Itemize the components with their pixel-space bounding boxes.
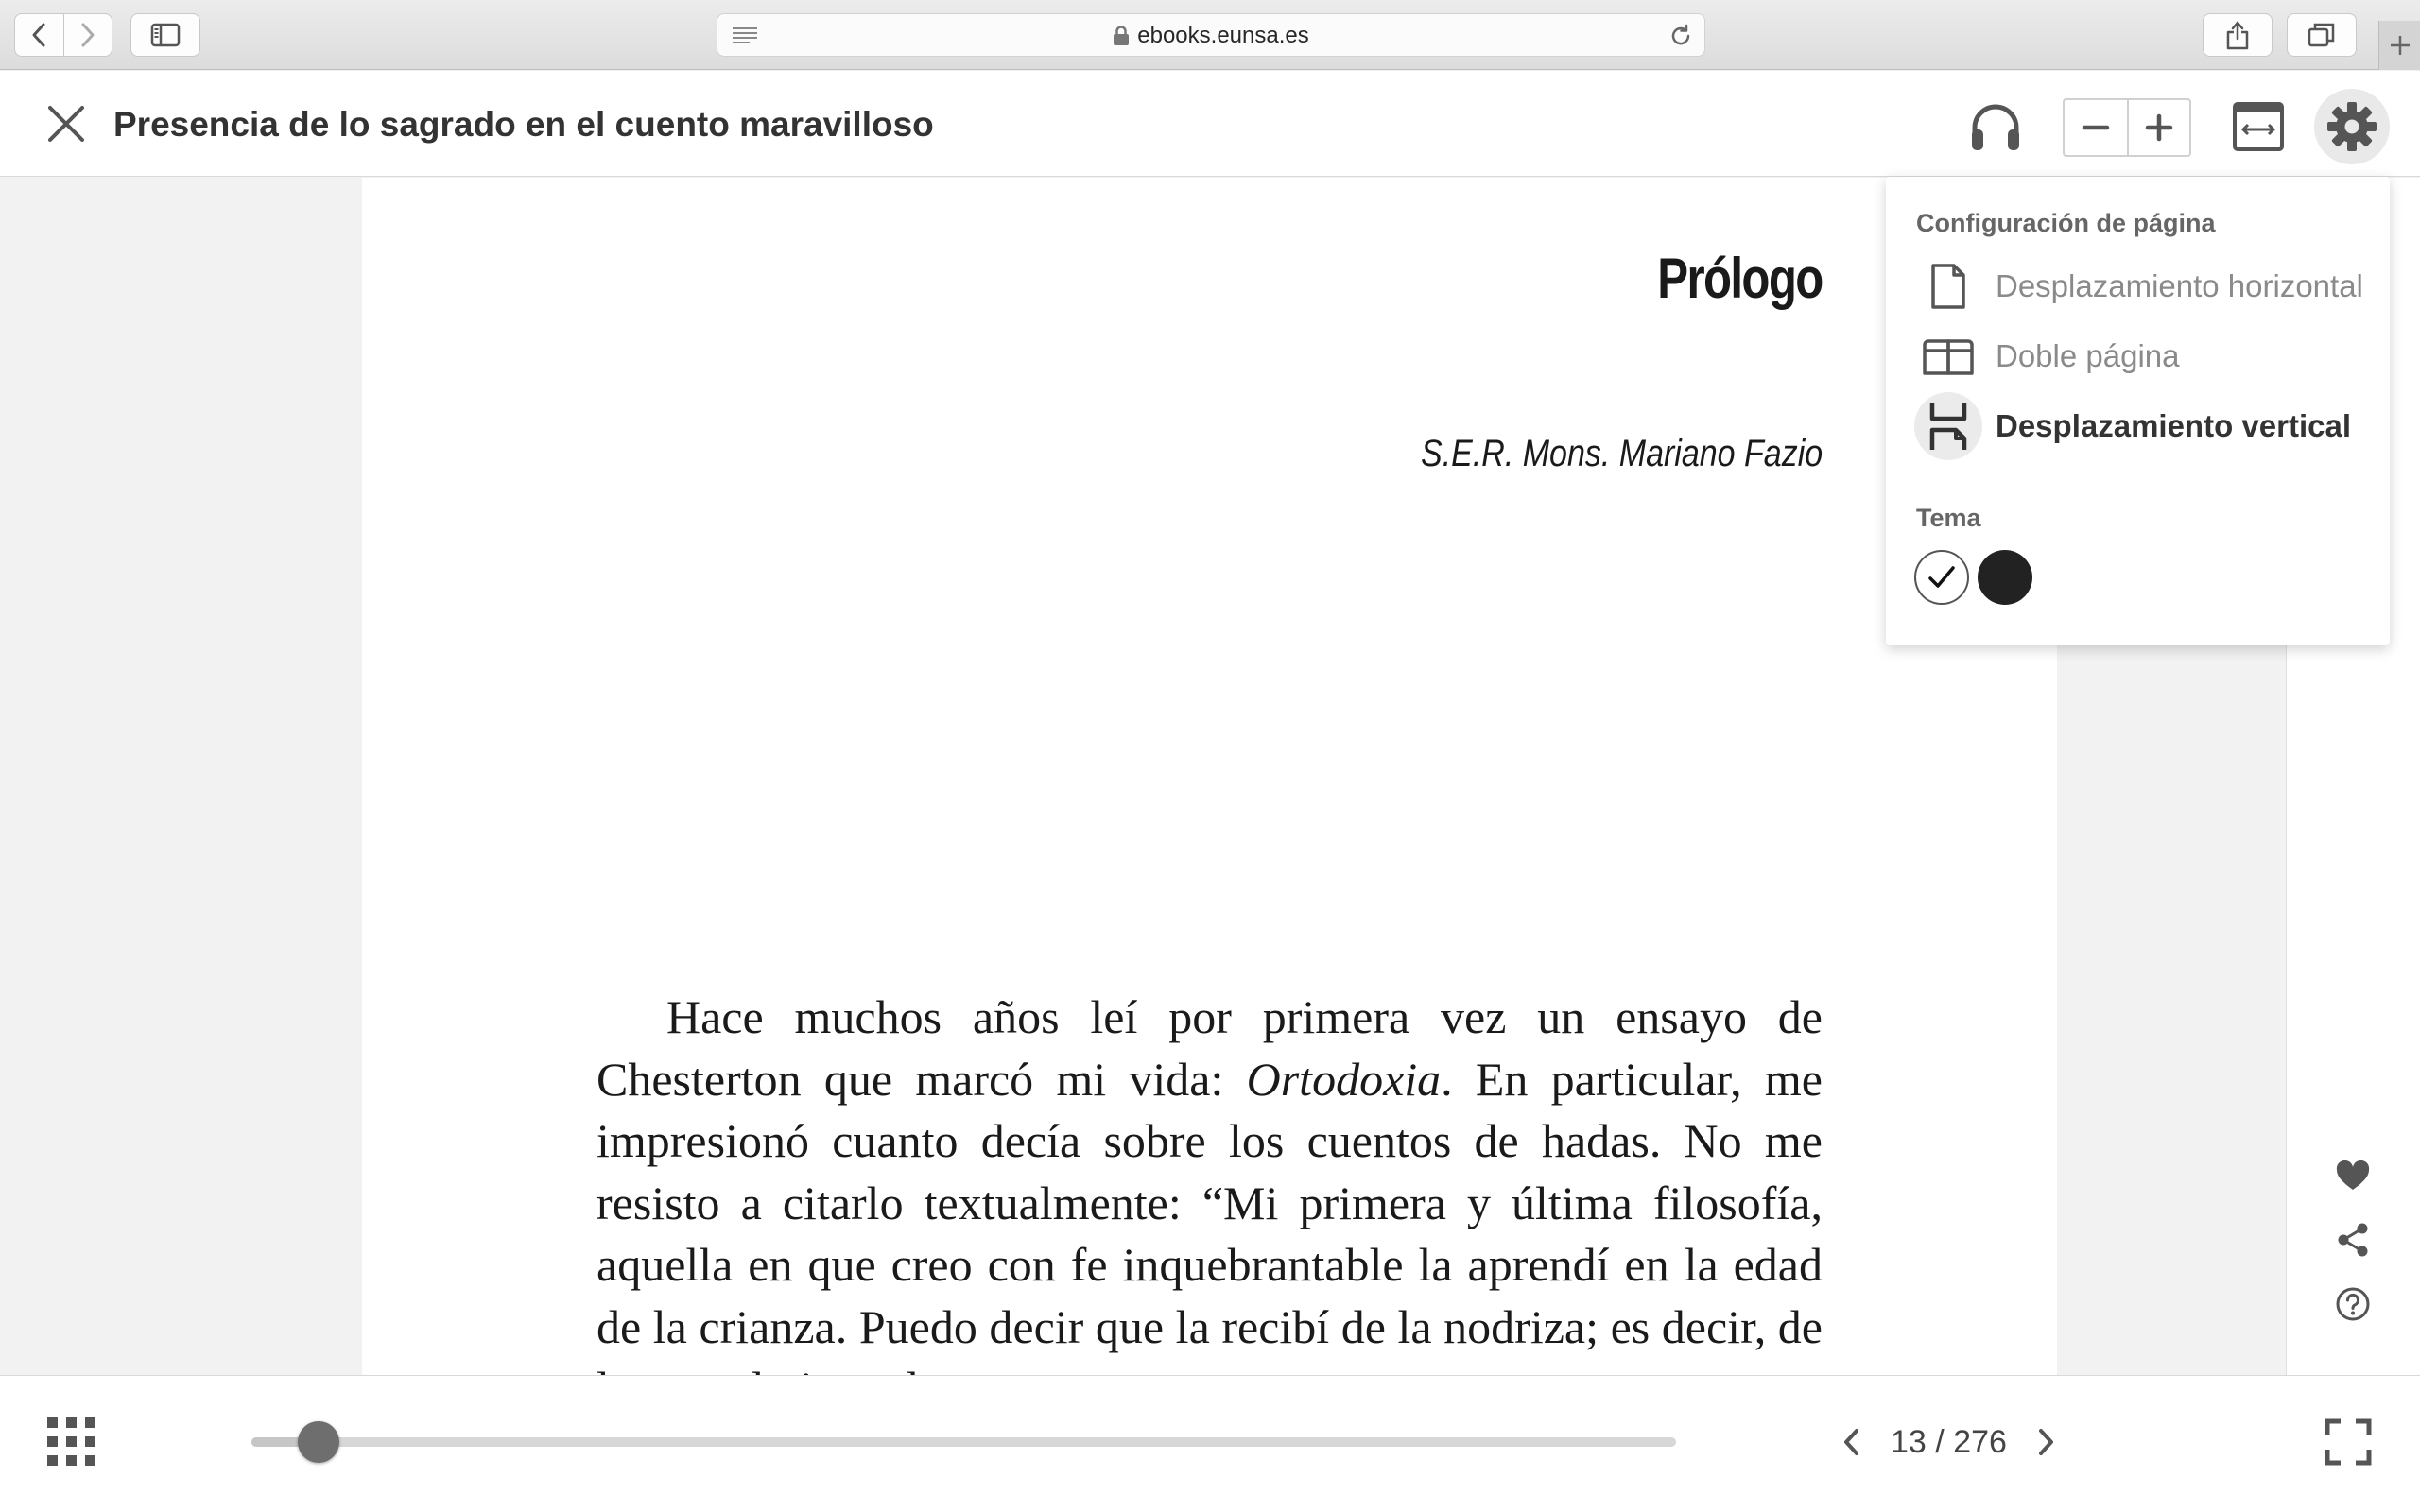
page-indicator: 13 / 276 [1891, 1423, 2007, 1460]
sidebar-toggle-button[interactable] [130, 13, 200, 57]
option-label: Desplazamiento horizontal [1996, 268, 2363, 303]
help-icon [2335, 1286, 2371, 1322]
tabs-overview-button[interactable] [2287, 13, 2357, 57]
fullscreen-icon[interactable] [2325, 1419, 2371, 1465]
fit-width-icon [2232, 101, 2285, 152]
check-icon [1927, 565, 1956, 590]
settings-panel [1886, 177, 2390, 645]
forward-button[interactable] [63, 14, 112, 56]
option-horizontal-scroll[interactable] [1914, 252, 2368, 320]
option-icon-wrap [1914, 252, 1982, 320]
close-icon [46, 104, 86, 144]
page-navigator [1830, 1412, 2067, 1472]
option-double-page[interactable] [1914, 322, 2368, 390]
theme-light-swatch[interactable] [1914, 550, 1969, 605]
url-text: ebooks.eunsa.es [1137, 23, 1309, 48]
zoom-out-button[interactable] [2065, 100, 2127, 155]
single-page-icon [1929, 262, 1967, 311]
share-icon [2225, 20, 2250, 50]
next-page-button[interactable] [2026, 1412, 2067, 1472]
zoom-in-button[interactable] [2127, 100, 2189, 155]
page-config-heading: Configuración de página [1916, 209, 2216, 237]
help-button[interactable] [2328, 1280, 2377, 1329]
vertical-scroll-icon [1927, 400, 1969, 453]
chevron-left-icon [29, 22, 48, 48]
browser-nav-buttons [14, 13, 112, 57]
lock-icon [1113, 26, 1130, 46]
share-button[interactable] [2203, 13, 2273, 57]
close-button[interactable] [42, 99, 91, 148]
option-vertical-scroll[interactable] [1914, 392, 2368, 460]
heart-icon [2335, 1160, 2371, 1192]
paragraph-text: Hace muchos años leí por primera vez un ensayo de Chesterton que marcó mi vida: Ortodoxia. En particular, me impresionó cuanto decía sobre los cuentos de hadas. No me resisto a citarlo textualmente: “Mi primera y última filosofía, aquella en que creo con fe inquebrantable la aprendí en la edad de la crianza. Puedo decir que la recibí de la nodriza; es decir, de [596, 990, 1823, 1353]
sidebar-icon [150, 23, 181, 47]
chevron-right-icon [78, 22, 97, 48]
favorite-button[interactable] [2328, 1151, 2377, 1200]
fit-width-button[interactable] [2231, 99, 2286, 154]
page-paragraph [596, 987, 1823, 1420]
reload-icon [1668, 24, 1693, 48]
previous-page-button[interactable] [1830, 1412, 1872, 1472]
tabs-icon [2308, 22, 2336, 48]
zoom-controls [2063, 98, 2191, 157]
chapter-author: S.E.R. Mons. Mariano Fazio [1420, 433, 1823, 474]
chevron-left-icon [1841, 1427, 1861, 1457]
double-page-icon [1921, 335, 1976, 377]
share-nodes-icon [2336, 1222, 2370, 1258]
chapter-heading: Prólogo [1657, 247, 1823, 310]
slider-thumb[interactable] [298, 1421, 339, 1463]
bottom-toolbar [0, 1375, 2420, 1512]
chevron-right-icon [2036, 1427, 2057, 1457]
italic-book-title: Ortodoxia [1246, 1052, 1442, 1106]
option-label: Desplazamiento vertical [1996, 408, 2351, 443]
book-title: Presencia de lo sagrado en el cuento maravilloso [113, 105, 934, 144]
theme-dark-swatch[interactable] [1978, 550, 2032, 605]
option-icon-wrap [1914, 322, 1982, 390]
option-icon-wrap [1914, 392, 1982, 460]
headphones-icon [1969, 101, 2022, 152]
new-tab-button[interactable] [2378, 21, 2420, 70]
back-button[interactable] [15, 14, 63, 56]
url-display [717, 14, 1704, 58]
page-progress-slider[interactable] [251, 1437, 1676, 1447]
reload-button[interactable] [1668, 24, 1693, 53]
audio-button[interactable] [1966, 97, 2025, 156]
plus-icon [2145, 113, 2173, 142]
settings-button[interactable] [2314, 89, 2390, 164]
theme-heading: Tema [1916, 504, 1981, 532]
book-page [362, 178, 2057, 1375]
option-label: Doble página [1996, 338, 2180, 373]
minus-icon [2082, 113, 2110, 142]
plus-icon [2389, 34, 2411, 57]
share-book-button[interactable] [2328, 1215, 2377, 1264]
browser-toolbar [0, 0, 2420, 70]
address-bar[interactable] [717, 13, 1705, 57]
grid-icon[interactable] [47, 1418, 96, 1467]
page-body [596, 987, 1823, 1420]
reader-header [0, 71, 2420, 177]
gear-icon [2325, 100, 2378, 153]
